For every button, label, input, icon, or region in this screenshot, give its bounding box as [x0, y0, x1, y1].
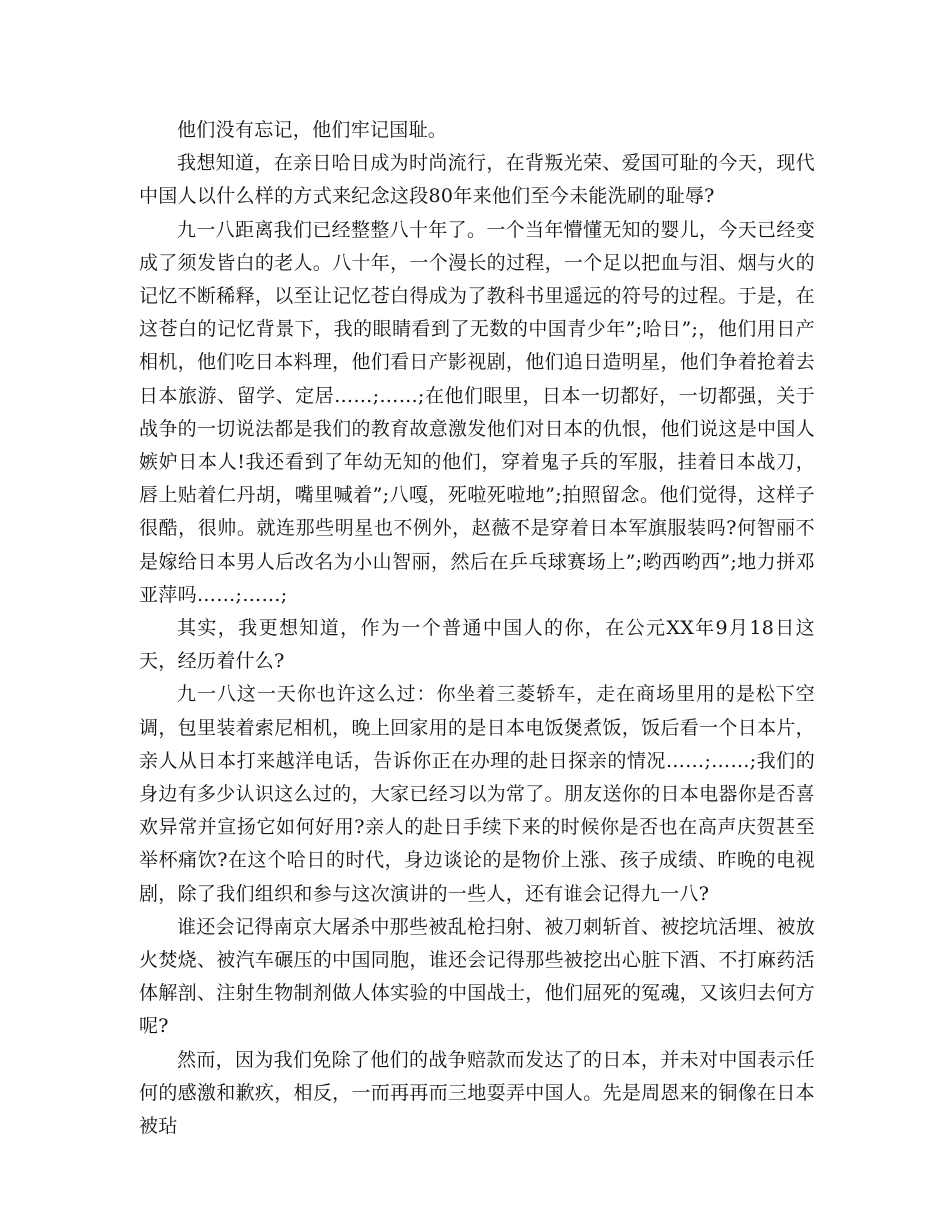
paragraph-1: 他们没有忘记，他们牢记国耻。 [177, 119, 448, 141]
document-body [139, 114, 815, 1143]
paragraph-2: 我想知道，在亲日哈日成为时尚流行，在背叛光荣、爱国可耻的今天，现代中国人以什么样的方式来纪念这段80年来他们至今未能洗刷的耻辱? [139, 152, 815, 208]
paragraph-6: 谁还会记得南京大屠杀中那些被乱枪扫射、被刀刺斩首、被挖坑活埋、被放火焚烧、被汽车碾压的中国同胞，谁还会记得那些被挖出心脏下酒、不打麻药活体解剖、注射生物制剂做人体实验的中国战士，他们屈死的冤魂，又该归去何方呢? [139, 915, 815, 1038]
paragraph-3: 九一八距离我们已经整整八十年了。一个当年懵懂无知的婴儿，今天已经变成了须发皆白的老人。八十年，一个漫长的过程，一个足以把血与泪、烟与火的记忆不断稀释，以至让记忆苍白得成为了教科书里遥远的符号的过程。于是，在这苍白的记忆背景下，我的眼睛看到了无数的中国青少年”;哈日”;，他们用日产相机，他们吃日本料理，他们看日产影视剧，他们追日造明星，他们争着抢着去日本旅游、留学、定居……;……;在他们眼里，日本一切都好，一切都强，关于战争的一切说法都是我们的教育故意激发他们对日本的仇恨，他们说这是中国人嫉妒日本人!我还看到了年幼无知的他们，穿着鬼子兵的军服，挂着日本战刀，唇上贴着仁丹胡，嘴里喊着”;八嘎，死啦死啦地”;拍照留念。他们觉得，这样子很酷，很帅。就连那些明星也不例外，赵薇不是穿着日本军旗服装吗?何智丽不是嫁给日本男人后改名为小山智丽，然后在乒乓球赛场上”;哟西哟西”;地力拼邓亚萍吗……;……; [139, 218, 815, 606]
paragraph-5: 九一八这一天你也许这么过：你坐着三菱轿车，走在商场里用的是松下空调，包里装着索尼相机，晚上回家用的是日本电饭煲煮饭，饭后看一个日本片，亲人从日本打来越洋电话，告诉你正在办理的赴日探亲的情况……;……;我们的身边有多少认识这么过的，大家已经习以为常了。朋友送你的日本电器你是否喜欢异常并宣扬它如何好用?亲人的赴日手续下来的时候你是否也在高声庆贺甚至举杯痛饮?在这个哈日的时代，身边谈论的是物价上涨、孩子成绩、昨晚的电视剧，除了我们组织和参与这次演讲的一些人，还有谁会记得九一八? [139, 683, 815, 905]
paragraph-7: 然而，因为我们免除了他们的战争赔款而发达了的日本，并未对中国表示任何的感激和歉疚，相反，一而再再而三地耍弄中国人。先是周恩来的铜像在日本被玷 [139, 1048, 815, 1138]
paragraph-4: 其实，我更想知道，作为一个普通中国人的你，在公元XX年9月18日这天，经历着什么? [139, 617, 815, 673]
